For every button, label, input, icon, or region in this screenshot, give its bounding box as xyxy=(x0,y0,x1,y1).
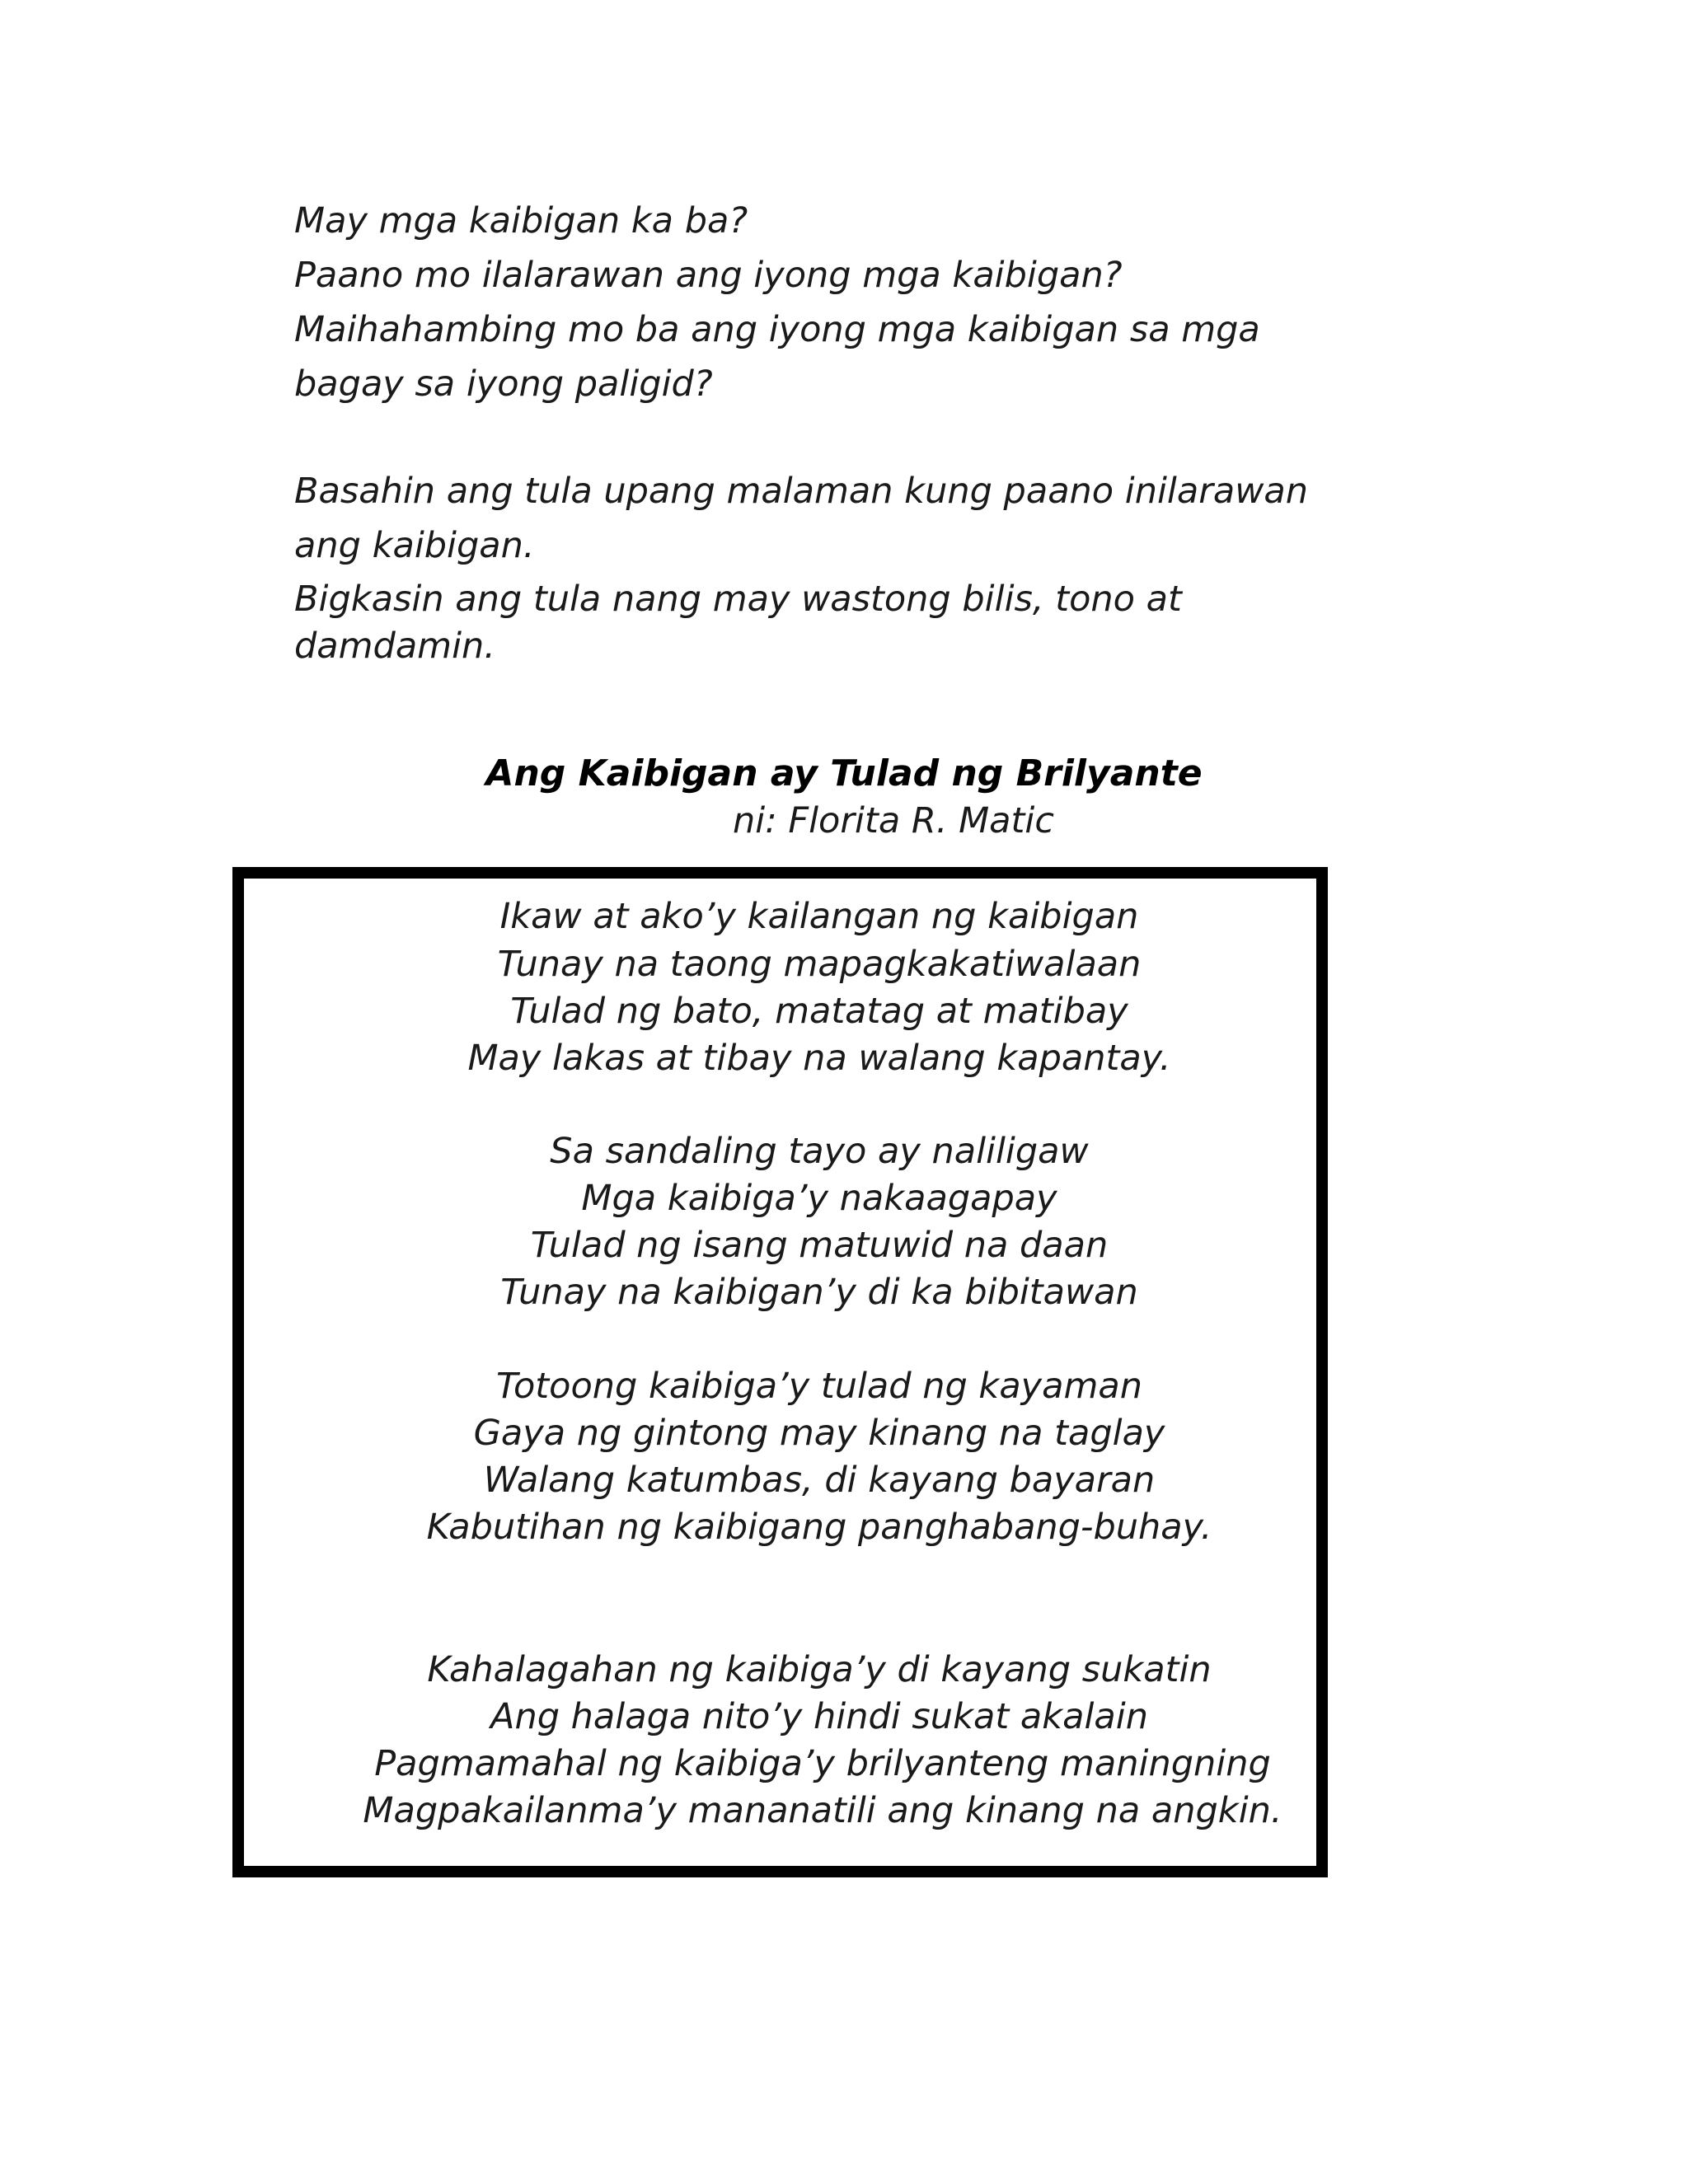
intro-instruction-4: damdamin. xyxy=(294,626,495,667)
poem-title: Ang Kaibigan ay Tulad ng Brilyante xyxy=(485,752,1203,794)
stanza-1-line-4: May lakas at tibay na walang kapantay. xyxy=(467,1038,1171,1079)
stanza-1-line-1: Ikaw at ako’y kailangan ng kaibigan xyxy=(499,896,1139,937)
stanza-4-line-1: Kahalagahan ng kaibiga’y di kayang sukatin xyxy=(427,1649,1212,1690)
stanza-3-line-2: Gaya ng gintong may kinang na taglay xyxy=(473,1413,1165,1454)
stanza-3-line-4: Kabutihan ng kaibigang panghabang-buhay. xyxy=(426,1507,1212,1548)
stanza-4-line-4: Magpakailanma’y mananatili ang kinang na angkin. xyxy=(363,1790,1282,1831)
stanza-4-line-2: Ang halaga nito’y hindi sukat akalain xyxy=(490,1696,1148,1737)
stanza-1-line-2: Tunay na taong mapagkakatiwalaan xyxy=(497,944,1142,985)
stanza-1-line-3: Tulad ng bato, matatag at matibay xyxy=(510,991,1128,1032)
stanza-3-line-3: Walang katumbas, di kayang bayaran xyxy=(483,1460,1156,1501)
stanza-2-line-2: Mga kaibiga’y nakaagapay xyxy=(581,1178,1057,1219)
stanza-2-line-1: Sa sandaling tayo ay naliligaw xyxy=(550,1131,1089,1172)
intro-question-4: bagay sa iyong paligid? xyxy=(294,363,713,405)
intro-question-3: Maihahambing mo ba ang iyong mga kaibigan sa mga xyxy=(294,309,1260,350)
intro-question-2: Paano mo ilalarawan ang iyong mga kaibigan? xyxy=(294,255,1123,296)
stanza-2-line-3: Tulad ng isang matuwid na daan xyxy=(530,1225,1109,1266)
stanza-3-line-1: Totoong kaibiga’y tulad ng kayaman xyxy=(496,1366,1142,1407)
stanza-4-line-3: Pagmamahal ng kaibiga’y brilyanteng maningning xyxy=(374,1743,1271,1784)
intro-instruction-1: Basahin ang tula upang malaman kung paano inilarawan xyxy=(294,471,1309,512)
intro-instruction-3: Bigkasin ang tula nang may wastong bilis, tono at xyxy=(294,579,1182,620)
intro-instruction-2: ang kaibigan. xyxy=(294,525,535,566)
intro-question-1: May mga kaibigan ka ba? xyxy=(294,200,748,241)
stanza-2-line-4: Tunay na kaibigan’y di ka bibitawan xyxy=(500,1272,1138,1313)
poem-author: ni: Florita R. Matic xyxy=(733,800,1054,841)
